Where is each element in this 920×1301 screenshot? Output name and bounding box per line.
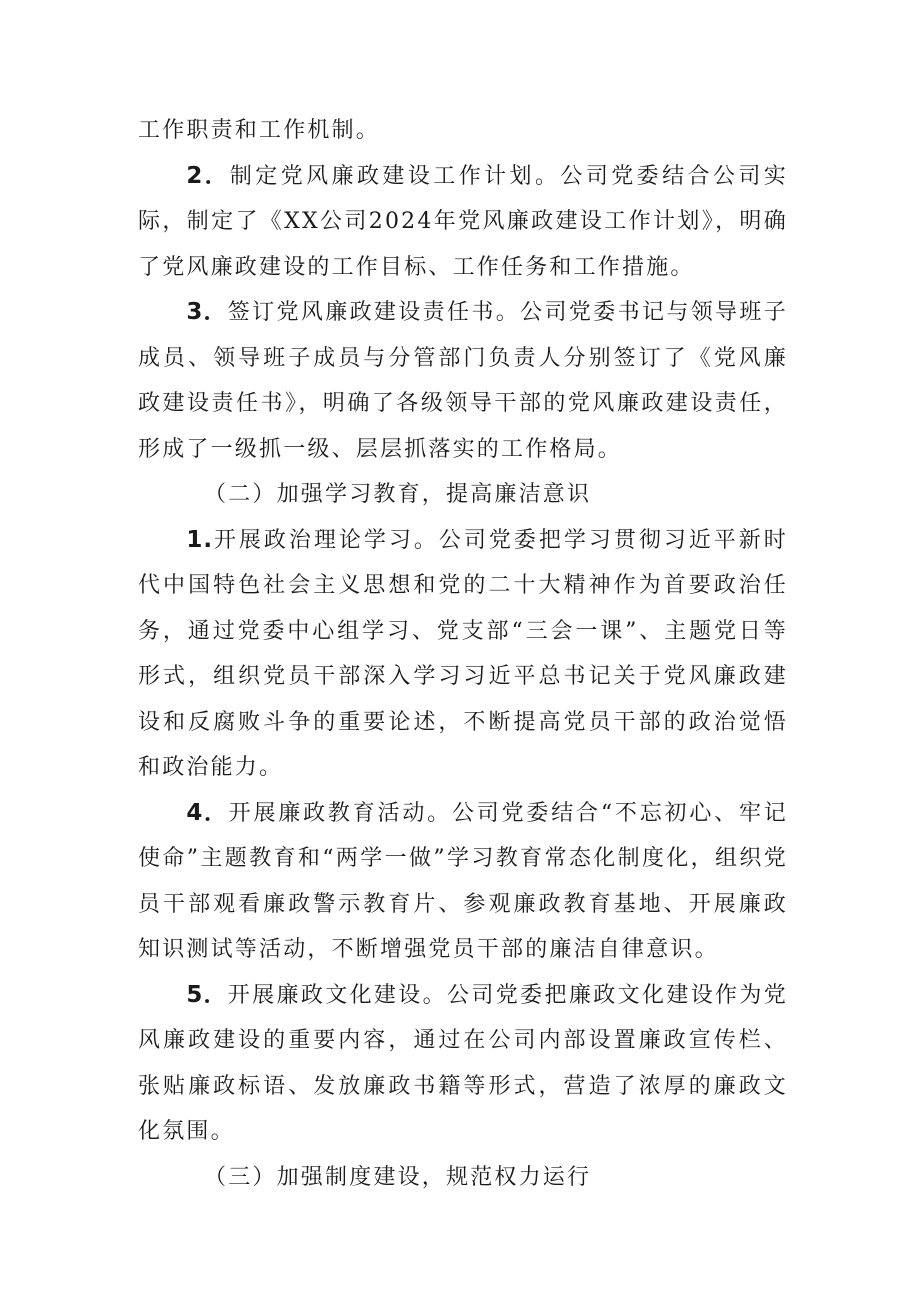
section-heading-study-education [138, 472, 788, 518]
paragraph-text: 开展政治理论学习。公司党委把学习贯彻习近平新时代中国特色社会主义思想和党的二十大精神作为首要政治任务，通过党委中心组学习、党支部“三会一课”、主题党日等形式，组织党员干部深入学习习近平总书记关于党风廉政建设和反腐败斗争的重要论述，不断提高党员干部的政治觉悟和政治能力。 [138, 527, 788, 780]
paragraph-text: 开展廉政文化建设。公司党委把廉政文化建设作为党风廉政建设的重要内容，通过在公司内部设置廉政宣传栏、张贴廉政标语、发放廉政书籍等形式，营造了浓厚的廉政文化氛围。 [138, 982, 788, 1144]
paragraph-text: 工作职责和工作机制。 [138, 118, 381, 143]
paragraph-text: 开展廉政教育活动。公司党委结合“不忘初心、牢记使命”主题教育和“两学一做”学习教育常态化制度化，组织党员干部观看廉政警示教育片、参观廉政教育基地、开展廉政知识测试等活动，不断增强党员干部的廉洁自律意识。 [138, 800, 788, 962]
paragraph-text: 制定党风廉政建设工作计划。公司党委结合公司实际，制定了《XX公司2024年党风廉政建设工作计划》，明确了党风廉政建设的工作目标、工作任务和工作措施。 [138, 163, 788, 280]
item-number: 5． [186, 981, 228, 1008]
paragraph-continuation [138, 108, 788, 154]
paragraph-integrity-culture [138, 973, 788, 1155]
paragraph-work-plan [138, 154, 788, 291]
paragraph-responsibility-letter [138, 290, 788, 472]
heading-text: （三）加强制度建设，规范权力运行 [204, 1164, 592, 1190]
heading-text: （二）加强学习教育，提高廉洁意识 [204, 482, 592, 507]
section-heading-system-building [138, 1155, 788, 1201]
item-number: 4． [186, 799, 229, 826]
item-number: 2． [186, 162, 230, 189]
paragraph-text: 签订党风廉政建设责任书。公司党委书记与领导班子成员、领导班子成员与分管部门负责人分别签订了《党风廉政建设责任书》，明确了各级领导干部的党风廉政建设责任，形成了一级抓一级、层层抓落实的工作格局。 [138, 300, 788, 462]
paragraph-political-theory [138, 518, 788, 791]
item-number: 1. [186, 526, 214, 553]
paragraph-integrity-education [138, 791, 788, 973]
document-body [138, 108, 788, 1200]
item-number: 3． [186, 299, 228, 325]
